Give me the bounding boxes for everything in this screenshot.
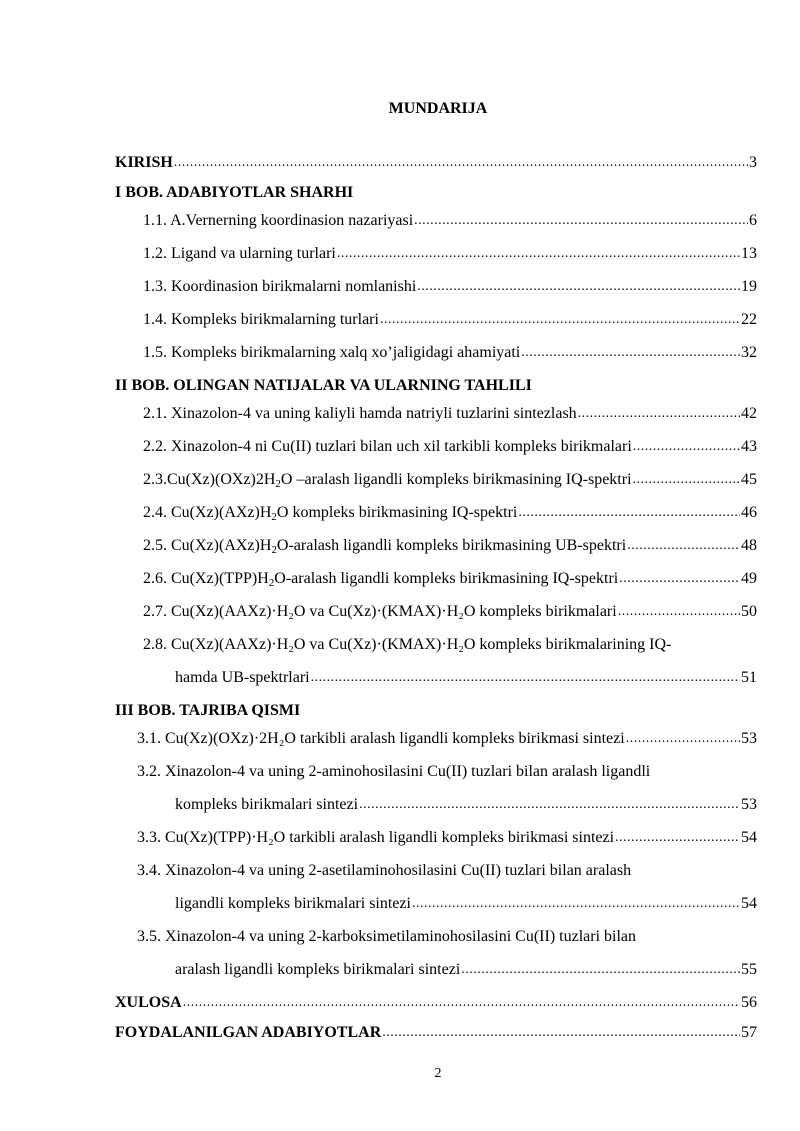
dot-leader [627, 535, 740, 557]
page-title: MUNDARIJA [388, 100, 488, 117]
chapter-heading: I BOB. ADABIYOTLAR SHARHI [115, 184, 354, 201]
formula-suffix: O-aralash ligandli kompleks birikmasining IQ-spektri [274, 570, 619, 587]
dot-leader [337, 243, 740, 265]
section-title-line2: hamda UB-spektrlari [175, 669, 310, 686]
formula-prefix: 2.4. Cu(Xz)(AXz) [143, 504, 260, 521]
toc-entry [115, 152, 757, 174]
toc-row [115, 502, 757, 524]
toc-row [115, 794, 757, 816]
dot-leader [461, 959, 740, 981]
toc-entry [115, 992, 757, 1014]
toc-entry [115, 469, 757, 491]
chapter-title: XULOSA [115, 994, 182, 1011]
formula-middle: H [257, 570, 269, 587]
dot-leader [633, 469, 740, 491]
toc-row [115, 728, 757, 750]
section-title: 3.3. Cu(Xz)(TPP)·H₂O tarkibli aralash ligandli kompleks birikmasi sintezi [137, 829, 615, 846]
chapter-heading: II BOB. OLINGAN NATIJALAR VA ULARNING TAHLILI [115, 377, 532, 394]
toc-row [115, 243, 757, 265]
toc-row [115, 152, 757, 174]
toc-row [115, 436, 757, 458]
toc-page-number: 55 [741, 961, 757, 978]
dot-leader [626, 728, 740, 750]
dot-leader [183, 992, 740, 1014]
toc-page-number: 56 [741, 994, 757, 1011]
section-title: 3.1. Cu(Xz)(OXz)·2H₂O tarkibli aralash ligandli kompleks birikmasi sintezi [137, 730, 625, 747]
dot-leader [414, 210, 748, 232]
dot-leader [174, 152, 748, 174]
toc-row [115, 182, 757, 204]
toc-entry [115, 243, 757, 265]
toc-row [115, 601, 757, 623]
dot-leader [521, 342, 740, 364]
chapter-title: FOYDALANILGAN ADABIYOTLAR [115, 1024, 382, 1041]
chapter-title: KIRISH [115, 154, 173, 171]
section-title [143, 469, 632, 491]
formula-suffix: O –aralash ligandli kompleks birikmasining IQ-spektri [280, 471, 632, 488]
toc-entry [115, 182, 757, 204]
chapter-heading: III BOB. TAJRIBA QISMI [115, 702, 301, 719]
dot-leader [619, 568, 740, 590]
dot-leader [633, 436, 740, 458]
toc-page-number: 54 [741, 829, 757, 846]
toc-page-number: 49 [741, 570, 757, 587]
toc-entry [115, 926, 757, 981]
toc-page-number: 46 [741, 504, 757, 521]
toc-row [115, 1022, 757, 1044]
dot-leader [311, 667, 740, 689]
formula-subscript: 2 [275, 478, 281, 490]
section-title-line2: aralash ligandli kompleks birikmalari sintezi [175, 961, 461, 978]
formula-middle: 2H [255, 471, 276, 488]
toc-entry [115, 761, 757, 816]
section-title [143, 568, 618, 590]
toc-entry [115, 728, 757, 750]
section-title: 1.5. Kompleks birikmalarning xalq xo’jaligidagi ahamiyati [143, 344, 521, 361]
toc-entry [115, 375, 757, 397]
section-title: 1.2. Ligand va ularning turlari [143, 245, 336, 262]
dot-leader [578, 403, 740, 425]
toc-row [115, 535, 757, 557]
section-title-line2: ligandli kompleks birikmalari sintezi [175, 895, 411, 912]
toc-page-number: 13 [741, 245, 757, 262]
formula-suffix: O-aralash ligandli kompleks birikmasining UB-spektri [276, 537, 627, 554]
toc-row [115, 309, 757, 331]
toc-page-number: 53 [741, 796, 757, 813]
toc-entry [115, 568, 757, 590]
table-of-contents [115, 152, 757, 1052]
dot-leader [615, 827, 740, 849]
dot-leader [417, 276, 740, 298]
toc-row [115, 893, 757, 915]
toc-entry [115, 860, 757, 915]
section-title [143, 502, 517, 524]
toc-row [115, 375, 757, 397]
toc-entry [115, 1022, 757, 1044]
formula-subscript: 2 [271, 544, 277, 556]
toc-row [115, 342, 757, 364]
toc-row [115, 827, 757, 849]
formula-suffix: O kompleks birikmasining IQ-spektri [276, 504, 518, 521]
toc-row [115, 403, 757, 425]
toc-page-number: 3 [749, 154, 757, 171]
section-title: 1.1. A.Vernerning koordinasion nazariyasi [143, 212, 414, 229]
formula-prefix: 2.3.Cu(Xz)(OXz) [143, 471, 256, 488]
toc-page-number: 32 [741, 344, 757, 361]
toc-page-number: 45 [741, 471, 757, 488]
formula-middle: H [259, 537, 272, 554]
section-title: 2.7. Cu(Xz)(AAXz)·H₂O va Cu(Xz)·(KMAX)·H₂O kompleks birikmalari [143, 603, 617, 620]
toc-entry [115, 827, 757, 849]
dot-leader [412, 893, 740, 915]
dot-leader [359, 794, 740, 816]
toc-row [115, 276, 757, 298]
toc-entry [115, 634, 757, 689]
formula-prefix: 2.6. Cu(Xz)(TPP) [143, 570, 258, 587]
formula-subscript: 2 [271, 511, 277, 523]
toc-row [115, 568, 757, 590]
toc-page-number: 50 [741, 603, 757, 620]
toc-page-number: 42 [741, 405, 757, 422]
toc-page-number: 6 [749, 212, 757, 229]
dot-leader [518, 502, 740, 524]
section-title: 1.3. Koordinasion birikmalarni nomlanishi [143, 278, 417, 295]
section-title: 2.2. Xinazolon-4 ni Cu(II) tuzlari bilan uch xil tarkibli kompleks birikmalari [143, 438, 632, 455]
section-title-line2: kompleks birikmalari sintezi [175, 796, 359, 813]
toc-entry [115, 403, 757, 425]
toc-entry [115, 309, 757, 331]
toc-entry [115, 601, 757, 623]
toc-entry [115, 276, 757, 298]
formula-middle: H [259, 504, 272, 521]
toc-row [115, 959, 757, 981]
toc-row [115, 210, 757, 232]
formula-prefix: 2.5. Cu(Xz)(AXz) [143, 537, 260, 554]
toc-row [115, 469, 757, 491]
toc-page-number: 53 [741, 730, 757, 747]
toc-page-number: 22 [741, 311, 757, 328]
toc-page-number: 43 [741, 438, 757, 455]
section-title-line1: 3.5. Xinazolon-4 va uning 2-karboksimetilaminohosilasini Cu(II) tuzlari bilan [137, 928, 637, 945]
toc-entry [115, 535, 757, 557]
toc-page-number: 19 [741, 278, 757, 295]
toc-row [115, 667, 757, 689]
dot-leader [382, 1022, 740, 1044]
toc-entry [115, 700, 757, 722]
section-title-line1: 3.4. Xinazolon-4 va uning 2-asetilaminohosilasini Cu(II) tuzlari bilan aralash [137, 862, 632, 879]
section-title [143, 535, 626, 557]
toc-entry [115, 210, 757, 232]
toc-page-number: 57 [741, 1024, 757, 1041]
page-number: 2 [434, 1066, 442, 1081]
section-title: 2.1. Xinazolon-4 va uning kaliyli hamda natriyli tuzlarini sintezlash [143, 405, 577, 422]
toc-row [115, 992, 757, 1014]
toc-entry [115, 502, 757, 524]
formula-subscript: 2 [268, 577, 275, 589]
section-title-line1: 3.2. Xinazolon-4 va uning 2-aminohosilasini Cu(II) tuzlari bilan aralash ligandli [137, 763, 651, 780]
toc-entry [115, 342, 757, 364]
section-title: 1.4. Kompleks birikmalarning turlari [143, 311, 379, 328]
toc-entry [115, 436, 757, 458]
dot-leader [380, 309, 740, 331]
toc-page-number: 54 [741, 895, 757, 912]
toc-page-number: 51 [741, 669, 757, 686]
toc-row [115, 700, 757, 722]
dot-leader [618, 601, 740, 623]
section-title-line1: 2.8. Cu(Xz)(AAXz)·H₂O va Cu(Xz)·(KMAX)·H₂O kompleks birikmalarining IQ- [143, 636, 672, 653]
toc-page-number: 48 [741, 537, 757, 554]
